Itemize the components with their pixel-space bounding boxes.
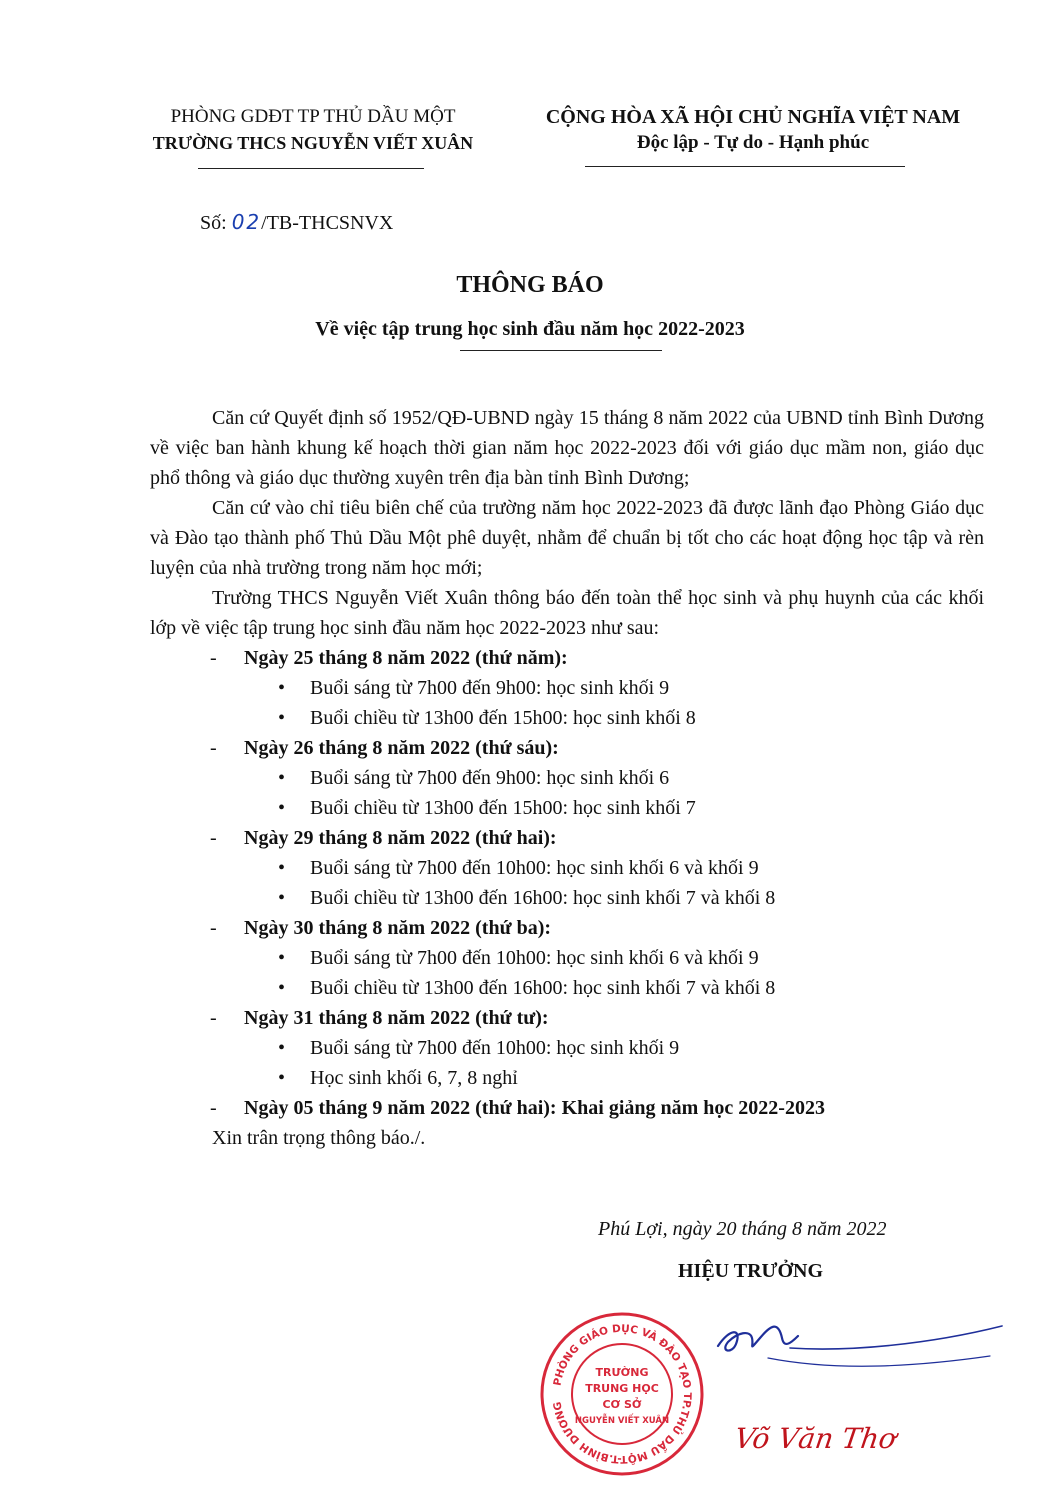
bullet-icon: • bbox=[278, 977, 286, 999]
seal-line-1: TRƯỜNG bbox=[595, 1366, 649, 1379]
schedule-day-label: Ngày 05 tháng 9 năm 2022 (thứ hai): Khai giảng năm học 2022-2023 bbox=[244, 1097, 825, 1119]
doc-number-handwritten: 02 bbox=[231, 210, 262, 234]
seal-line-4: NGUYỄN VIẾT XUÂN bbox=[574, 1416, 670, 1426]
bullet-icon: • bbox=[278, 1067, 286, 1089]
schedule-item: • Buổi chiều từ 13h00 đến 15h00: học sinh khối 8 bbox=[150, 703, 984, 733]
bullet-icon: • bbox=[278, 947, 286, 969]
schedule-day: - Ngày 29 tháng 8 năm 2022 (thứ hai): bbox=[210, 827, 557, 849]
document-body bbox=[150, 403, 984, 1153]
document-number bbox=[200, 210, 393, 235]
national-heading bbox=[508, 104, 998, 156]
schedule-day-label: Ngày 29 tháng 8 năm 2022 (thứ hai): bbox=[244, 827, 557, 849]
bullet-icon: • bbox=[278, 1037, 286, 1059]
document-subtitle: Về việc tập trung học sinh đầu năm học 2022-2023 bbox=[315, 318, 745, 340]
issuer-block bbox=[118, 104, 508, 156]
signer-role: HIỆU TRƯỞNG bbox=[678, 1260, 824, 1282]
schedule-day-label: Ngày 30 tháng 8 năm 2022 (thứ ba): bbox=[244, 917, 552, 939]
doc-number-suffix: /TB-THCSNVX bbox=[261, 212, 394, 234]
schedule-list bbox=[150, 643, 984, 1123]
school-seal bbox=[538, 1310, 706, 1478]
document-title: THÔNG BÁO bbox=[456, 272, 604, 298]
schedule-day-label: Ngày 31 tháng 8 năm 2022 (thứ tư): bbox=[244, 1007, 549, 1029]
seal-ring-text: PHÒNG GIÁO DỤC VÀ ĐÀO TẠO TP.THỦ DẦU MỘT-T.BÌNH DƯƠNG bbox=[551, 1322, 694, 1466]
schedule-item: • Buổi sáng từ 7h00 đến 10h00: học sinh khối 6 và khối 9 bbox=[150, 853, 984, 883]
schedule-day: - Ngày 25 tháng 8 năm 2022 (thứ năm): bbox=[210, 647, 568, 669]
national-motto: Độc lập - Tự do - Hạnh phúc bbox=[636, 132, 870, 153]
doc-number-prefix: Số: bbox=[200, 212, 232, 234]
schedule-day: - Ngày 30 tháng 8 năm 2022 (thứ ba): bbox=[210, 917, 552, 939]
bullet-icon: • bbox=[278, 797, 286, 819]
schedule-item: • Học sinh khối 6, 7, 8 nghỉ bbox=[150, 1063, 984, 1093]
schedule-item: • Buổi sáng từ 7h00 đến 9h00: học sinh khối 9 bbox=[150, 673, 984, 703]
seal-line-2: TRUNG HỌC bbox=[585, 1382, 659, 1395]
schedule-item: • Buổi sáng từ 7h00 đến 10h00: học sinh khối 9 bbox=[150, 1033, 984, 1063]
schedule-day-opening-ceremony: - Ngày 05 tháng 9 năm 2022 (thứ hai): Khai giảng năm học 2022-2023 bbox=[210, 1097, 825, 1119]
bullet-icon: • bbox=[278, 887, 286, 909]
paragraph-legal-basis-2: Căn cứ vào chỉ tiêu biên chế của trường năm học 2022-2023 đã được lãnh đạo Phòng Giáo dục và Đào tạo thành phố Thủ Dầu Một phê duyệt, nhằm để chuẩn bị tốt cho các hoạt động học tập và rèn luyện của nhà trường trong năm học mới; bbox=[150, 497, 984, 579]
closing-line: Xin trân trọng thông báo./. bbox=[212, 1127, 426, 1149]
national-name: CỘNG HÒA XÃ HỘI CHỦ NGHĨA VIỆT NAM bbox=[545, 106, 961, 128]
schedule-item: • Buổi chiều từ 13h00 đến 15h00: học sinh khối 7 bbox=[150, 793, 984, 823]
bullet-icon: • bbox=[278, 857, 286, 879]
schedule-day-label: Ngày 26 tháng 8 năm 2022 (thứ sáu): bbox=[244, 737, 559, 759]
issuer-department: PHÒNG GDĐT TP THỦ DẦU MỘT bbox=[170, 106, 456, 127]
bullet-icon: • bbox=[278, 677, 286, 699]
schedule-day: - Ngày 26 tháng 8 năm 2022 (thứ sáu): bbox=[210, 737, 559, 759]
handwritten-signature bbox=[690, 1308, 1010, 1398]
issuer-school: TRƯỜNG THCS NGUYỄN VIẾT XUÂN bbox=[152, 133, 474, 153]
schedule-day: - Ngày 31 tháng 8 năm 2022 (thứ tư): bbox=[210, 1007, 549, 1029]
bullet-icon: • bbox=[278, 767, 286, 789]
schedule-item: • Buổi sáng từ 7h00 đến 9h00: học sinh khối 6 bbox=[150, 763, 984, 793]
paragraph-announcement: Trường THCS Nguyễn Viết Xuân thông báo đến toàn thể học sinh và phụ huynh của các khối lớp về việc tập trung học sinh đầu năm học 2022-2023 như sau: bbox=[150, 587, 984, 639]
subtitle-underline bbox=[460, 350, 662, 351]
signer-name: Võ Văn Thơ bbox=[732, 1422, 899, 1455]
schedule-day-label: Ngày 25 tháng 8 năm 2022 (thứ năm): bbox=[244, 647, 568, 669]
schedule-item: • Buổi sáng từ 7h00 đến 10h00: học sinh khối 6 và khối 9 bbox=[150, 943, 984, 973]
schedule-item: • Buổi chiều từ 13h00 đến 16h00: học sinh khối 7 và khối 8 bbox=[150, 883, 984, 913]
schedule-item: • Buổi chiều từ 13h00 đến 16h00: học sinh khối 7 và khối 8 bbox=[150, 973, 984, 1003]
place-and-date: Phú Lợi, ngày 20 tháng 8 năm 2022 bbox=[598, 1218, 887, 1240]
issuer-underline bbox=[198, 168, 424, 169]
bullet-icon: • bbox=[278, 707, 286, 729]
paragraph-legal-basis-1: Căn cứ Quyết định số 1952/QĐ-UBND ngày 15 tháng 8 năm 2022 của UBND tỉnh Bình Dương về việc ban hành khung kế hoạch thời gian năm học 2022-2023 đối với giáo dục mầm non, giáo dục phổ thông và giáo dục thường xuyên trên địa bàn tỉnh Bình Dương; bbox=[150, 407, 984, 489]
seal-line-3: CƠ SỞ bbox=[602, 1398, 642, 1411]
motto-underline bbox=[585, 166, 905, 167]
